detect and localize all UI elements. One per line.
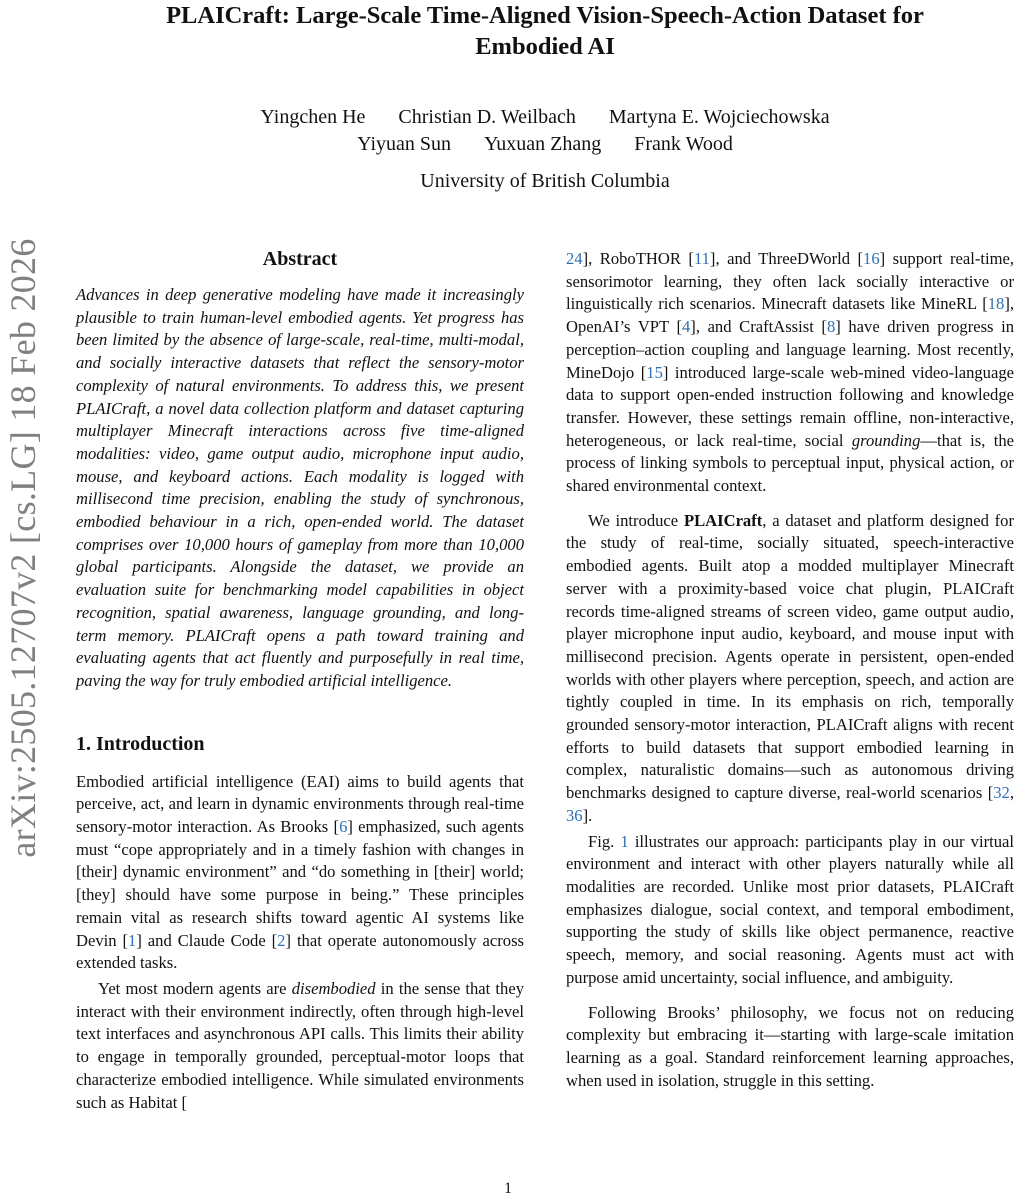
intro-paragraph-3: We introduce PLAICraft, a dataset and platform designed for the study of real-time, socially situated, speech-interactive embodied agents. Built atop a modded multiplayer Minecraft server with a proximity-based voice chat plugin, PLAICraft records time-aligned streams of screen video, game output audio, player microphone input audio, keyboard, and mouse input with millisecond precision. Agents operate in persistent, open-ended worlds with other players where perception, speech, and action are tightly coupled in time. In its emphasis on rich, temporally grounded sensory-motor interaction, PLAICraft aligns with recent efforts to build datasets that support embodied learning in complex, naturalistic domains—such as autonomous driving benchmarks designed to capture diverse, real-world scenarios [32, 36]. (566, 510, 1014, 825)
author: Yingchen He (260, 106, 366, 128)
emphasis: grounding (851, 430, 921, 450)
citation-link[interactable]: 2 (277, 930, 286, 950)
citation-link[interactable]: 11 (693, 249, 710, 268)
intro-paragraph-5: Following Brooks’ philosophy, we focus not on reducing complexity but embracing it—starting with large-scale imitation learning as a goal. Standard reinforcement learning approaches, when used in isolation, struggle in this setting. (566, 1002, 1014, 1090)
intro-paragraph-2-start: Yet most modern agents are disembodied in the sense that they interact with their environment indirectly, often through high-level text interfaces and asynchronous API calls. This limits their ability to engage in temporally grounded, perceptual-motor loops that characterize embodied intelligence. While simulated environments such as Habitat [ (76, 978, 524, 1112)
citation-link[interactable]: 16 (863, 249, 880, 268)
right-column (566, 248, 1014, 1092)
emphasis: disembodied (291, 978, 376, 998)
bold-term: PLAICraft (683, 510, 763, 530)
arxiv-stamp: arXiv:2505.12707v2 [cs.LG] 18 Feb 2026 (3, 238, 43, 858)
author-list (140, 104, 950, 158)
abstract-heading: Abstract (262, 248, 338, 270)
citation-link[interactable]: 8 (826, 317, 836, 337)
citation-link[interactable]: 32 (993, 783, 1010, 803)
citation-link[interactable]: 1 (128, 930, 137, 950)
citation-link[interactable]: 24 (566, 249, 583, 268)
intro-paragraph-4: Fig. 1 illustrates our approach: participants play in our virtual environment and interact with other players naturally while all modalities are recorded. Unlike most prior datasets, PLAICraft emphasizes dialogue, social context, and temporal embodiment, supporting the study of skills like object permanence, reactive speech, memory, and social reasoning. Agents must act with purpose amid uncertainty, social influence, and ambiguity. (566, 831, 1014, 987)
abstract-text: Advances in deep generative modeling have made it increasingly plausible to train human-level embodied agents. Yet progress has been limited by the absence of large-scale, real-time, multi-modal, and socially interactive datasets that reflect the sensory-motor complexity of natural environments. To address this, we present PLAICraft, a novel data collection platform and dataset capturing multiplayer Minecraft interactions across five time-aligned modalities: video, game output audio, microphone input audio, mouse, and keyboard actions. Each modality is logged with millisecond time precision, enabling the study of synchronous, embodied behaviour in a rich, open-ended world. The dataset comprises over 10,000 hours of gameplay from more than 10,000 global participants. Alongside the dataset, we provide an evaluation suite for benchmarking model capabilities in object recognition, spatial awareness, language grounding, and long-term memory. PLAICraft opens a path toward training and evaluating agents that act fluently and purposefully in real time, paving the way for truly embodied artificial intelligence. (76, 285, 524, 690)
figure-link[interactable]: 1 (620, 831, 629, 851)
page-number: 1 (504, 1180, 512, 1197)
citation-link[interactable]: 18 (987, 294, 1005, 314)
paper-title (90, 0, 1000, 62)
title-line-2: Embodied AI (475, 33, 615, 60)
author: Martyna E. Wojciechowska (608, 106, 830, 128)
intro-paragraph-2-cont: 24], RoboTHOR [11], and ThreeDWorld [16] support real-time, sensorimotor learning, they often lack socially interactive or linguistically rich scenarios. Minecraft datasets like MineRL [18], OpenAI’s VPT [4], and CraftAssist [8] have driven progress in perception–action coupling and language learning. Most recently, MineDojo [15] introduced large-scale web-mined video-language data to support open-ended instruction following and knowledge transfer. However, these settings remain offline, non-interactive, heterogeneous, or lack real-time, social grounding—that is, the process of linking symbols to perceptual input, physical action, or shared environmental context. (566, 249, 1015, 496)
citation-link[interactable]: 6 (339, 817, 348, 837)
citation-link[interactable]: 15 (646, 362, 663, 382)
intro-paragraph-1: Embodied artificial intelligence (EAI) aims to build agents that perceive, act, and learn in dynamic environments through real-time sensory-motor interaction. As Brooks [6] emphasized, such agents must “cope appropriately and in a timely fashion with changes in [their] dynamic environment” and “do something in [their] world; [they] should have some purpose in being.” These principles remain vital as research shifts toward agentic AI systems like Devin [1] and Claude Code [2] that operate autonomously across extended tasks. (76, 771, 524, 973)
author: Yuxuan Zhang (484, 133, 602, 155)
author: Frank Wood (634, 133, 733, 155)
author-row (140, 131, 950, 158)
author: Christian D. Weilbach (398, 106, 576, 128)
citation-link[interactable]: 36 (566, 805, 583, 825)
author-row (140, 104, 950, 131)
author: Yiyuan Sun (357, 133, 452, 155)
section-heading-introduction: 1. Introduction (76, 732, 205, 755)
affiliation: University of British Columbia (420, 170, 670, 192)
left-column (76, 246, 524, 1114)
citation-link[interactable]: 4 (682, 317, 691, 337)
title-line-1: PLAICraft: Large-Scale Time-Aligned Vision-Speech-Action Dataset for (166, 2, 924, 29)
